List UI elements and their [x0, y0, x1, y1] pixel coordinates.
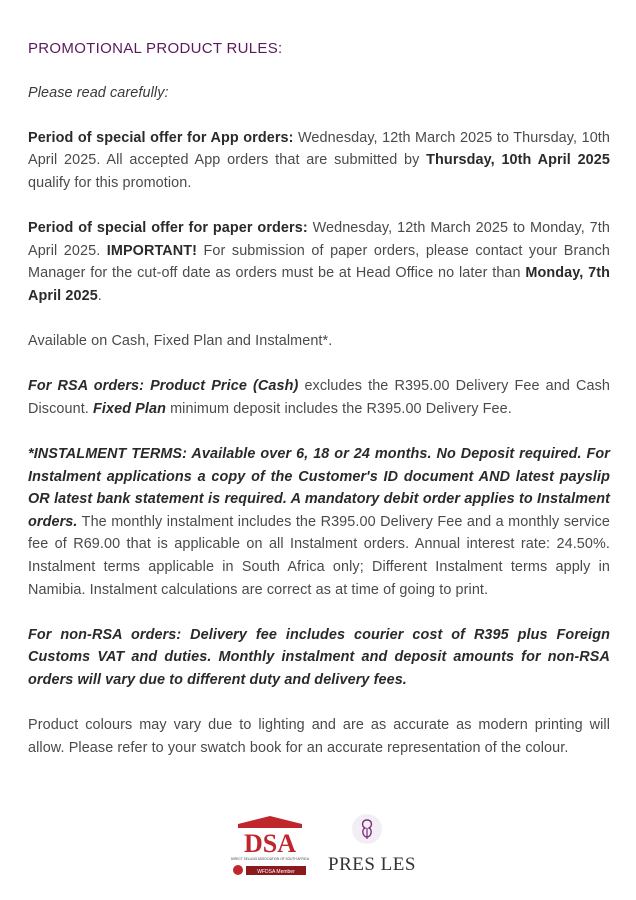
fixed-plan-label: Fixed Plan	[93, 400, 166, 417]
paper-offer-deadline: Monday, 7th April 2025	[28, 265, 610, 304]
footer-logos	[230, 810, 420, 880]
app-offer-label: Period of special offer for App orders:	[28, 129, 294, 146]
instalment-terms-text: The monthly instalment includes the R395.00 Delivery Fee and a monthly service fee of R69.00 that is applicable on all Instalment orders. Annual interest rate: 24.50%. Instalment terms applicable in South Africa only; Different Instalment terms apply in Namibia. Instalment calculations are correct as at time of going to print.	[28, 513, 610, 598]
paper-offer-label: Period of special offer for paper orders:	[28, 220, 308, 237]
intro-text: Please read carefully:	[28, 84, 169, 101]
paper-offer-text-2: For submission of paper orders, please contact your Branch Manager for the cut-off date as orders must be at Head Office no later than	[28, 242, 610, 282]
important-label: IMPORTANT!	[106, 242, 198, 259]
paper-offer-text: Wednesday, 12th March 2025 to Monday, 7th April 2025.	[28, 220, 610, 259]
rsa-orders-paragraph	[28, 375, 610, 420]
availability-text: Available on Cash, Fixed Plan and Instalment*.	[28, 333, 333, 350]
paper-offer-text-end: .	[97, 287, 102, 304]
colours-disclaimer: Product colours may vary due to lighting and are as accurate as modern printing will allow. Please refer to your swatch book for an accurate representation of the colour.	[28, 717, 610, 756]
paper-offer-paragraph	[28, 217, 610, 307]
rsa-orders-label: For RSA orders: Product Price (Cash)	[28, 378, 299, 395]
svg-text:DIRECT SELLING ASSOCIATION OF: DIRECT SELLING ASSOCIATION OF SOUTH AFRICA	[230, 857, 310, 861]
rsa-orders-text-end: minimum deposit includes the R395.00 Delivery Fee.	[165, 400, 512, 417]
app-offer-text: Wednesday, 12th March 2025 to Thursday, 10th April 2025. All accepted App orders that are submitted by	[28, 129, 610, 169]
app-offer-deadline: Thursday, 10th April 2025	[426, 152, 610, 169]
svg-text:DSA: DSA	[243, 829, 297, 858]
dsa-logo	[230, 816, 310, 880]
non-rsa-orders-paragraph: For non-RSA orders: Delivery fee includes courier cost of R395 plus Foreign Customs VAT and duties. Monthly instalment and deposit amounts for non-RSA orders will vary due to different duty and delivery fees.	[28, 626, 610, 689]
instalment-terms-bold: *INSTALMENT TERMS: Available over 6, 18 or 24 months. No Deposit required. For Instalment applications a copy of the Customer's ID document AND latest payslip OR latest bank statement is required. A mandatory debit order applies to Instalment orders.	[28, 446, 610, 530]
pres-les-emblem-icon	[352, 814, 382, 844]
svg-text:WFDSA Member: WFDSA Member	[257, 869, 295, 875]
rules-content	[28, 38, 610, 782]
page-title: PROMOTIONAL PRODUCT RULES:	[28, 40, 283, 57]
pres-les-logo	[324, 810, 420, 880]
pres-les-wordmark: PRES LES	[328, 854, 416, 875]
app-offer-text-end: qualify for this promotion.	[28, 174, 192, 191]
rsa-orders-text: excludes the R395.00 Delivery Fee and Cash Discount.	[28, 378, 611, 417]
instalment-terms-paragraph	[28, 443, 610, 601]
app-offer-paragraph	[28, 127, 610, 195]
